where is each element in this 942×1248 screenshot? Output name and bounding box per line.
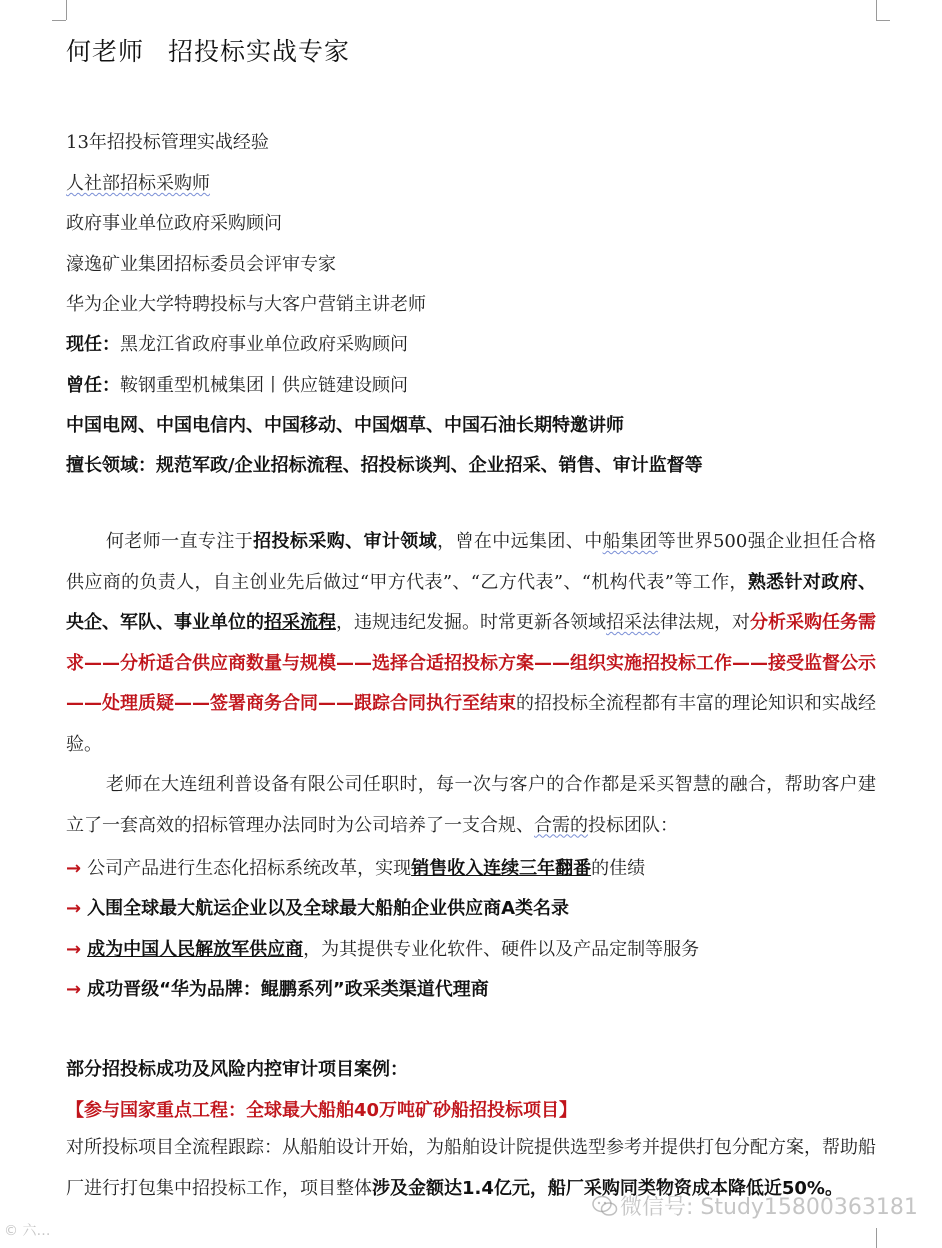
cases-heading: 部分招投标成功及风险内控审计项目案例：	[66, 1059, 408, 1080]
crop-mark	[52, 20, 66, 21]
text-span: 律法规，对	[660, 612, 750, 633]
bold-underline-span: 销售收入连续三年翻番	[411, 858, 592, 879]
text-span: 招采法	[606, 612, 660, 633]
bold-underline-span: 招采流程	[264, 612, 336, 633]
current-text: 黑龙江省政府事业单位政府采购顾问	[120, 334, 408, 355]
text-span: 成功晋级“华为品牌：鲲鹏系列”政采类渠道代理商	[87, 979, 489, 1000]
wechat-watermark: 微信号: Study15800363181	[620, 1195, 918, 1220]
text-span: 船集团	[602, 531, 658, 552]
text-span: 入围全球最大航运企业以及全球最大船舶企业供应商A类名录	[87, 898, 570, 919]
text-span: 何老师一直专注于	[106, 531, 254, 552]
current-label: 现任：	[66, 334, 120, 355]
text-span: 对所投标项目全流程跟踪：从船舶设计开始，为船舶设计院提供选型参考并提供打包分配方案，帮助船厂进行打包集中招投标工作，项目整体	[66, 1137, 876, 1199]
expertise-line: 擅长领域：规范军政/企业招标流程、招投标谈判、企业招采、销售、审计监督等	[66, 455, 703, 476]
text-span: 老师在大连纽利普设备有限公司任职时，每一次与客户的合作都是采买智慧的融合，帮助客户建立了一套高效的招标管理办法同时为公司培养了一支合规、	[66, 774, 876, 836]
bold-underline-span: 成为中国人民解放军供应商	[87, 939, 304, 960]
teacher-tagline: 招投标实战专家	[168, 37, 351, 66]
text-span: ，违规违纪发掘。时常更新各领域	[336, 612, 606, 633]
bold-span: 熟悉针对政府、央企、军队、事业单位的	[66, 571, 877, 633]
former-text: 鞍钢重型机械集团丨供应链建设顾问	[120, 375, 408, 396]
arrow-right-icon: →	[66, 979, 82, 1000]
profile-line: 濠逸矿业集团招标委员会评审专家	[66, 254, 336, 275]
arrow-right-icon: →	[66, 898, 82, 919]
arrow-right-icon: →	[66, 939, 82, 960]
text-span: 等世界500强企业担任合格供应商的负责人，自主创业先后做过“甲方代表”、“乙方代表”、“机构代表”等工作，	[66, 531, 877, 593]
text-span: 的招投标全流程都有丰富的理论知识和实战经验。	[66, 693, 876, 755]
current-position	[66, 330, 408, 356]
profile-line: 华为企业大学特聘投标与大客户营销主讲老师	[66, 294, 426, 315]
achievement-item	[66, 854, 645, 880]
achievement-item	[66, 975, 489, 1001]
bold-span: 招投标采购、审计领域	[253, 531, 438, 552]
corner-logo: © 六…	[4, 1223, 51, 1239]
wechat-icon	[592, 1194, 618, 1218]
intro-paragraph	[66, 522, 876, 765]
text-span: ，曾在中远集团、中	[437, 531, 603, 552]
text-span: 合需的	[534, 814, 588, 836]
former-label: 曾任：	[66, 375, 120, 396]
profile-line: 政府事业单位政府采购顾问	[66, 213, 282, 234]
achievement-item	[66, 935, 699, 961]
crop-mark	[876, 1228, 877, 1248]
former-position	[66, 371, 408, 397]
page-title	[66, 32, 350, 68]
text-span: 公司产品进行生态化招标系统改革，实现	[87, 858, 412, 879]
crop-mark	[66, 0, 67, 20]
project-title: 【参与国家重点工程：全球最大船舶40万吨矿砂船招投标项目】	[66, 1100, 578, 1121]
text-span: 投标团队：	[588, 814, 678, 836]
crop-mark	[876, 0, 877, 20]
text-span: ，为其提供专业化软件、硬件以及产品定制等服务	[303, 939, 700, 960]
arrow-right-icon: →	[66, 858, 82, 879]
lecturer-line: 中国电网、中国电信内、中国移动、中国烟草、中国石油长期特邀讲师	[66, 415, 624, 436]
crop-mark	[876, 20, 890, 21]
teacher-name: 何老师	[66, 37, 145, 66]
profile-line: 13年招投标管理实战经验	[66, 132, 269, 153]
text-span: 的佳绩	[591, 858, 646, 879]
experience-paragraph	[66, 765, 876, 846]
process-flow: 分析采购任务需求——分析适合供应商数量与规模——选择合适招投标方案——组织实施招投标工作——接受监督公示——处理质疑——签署商务合同——跟踪合同执行至结束	[66, 612, 876, 714]
achievement-item	[66, 894, 569, 920]
profile-line: 人社部招标采购师	[66, 173, 210, 194]
bold-span: 涉及金额达1.4亿元，船厂采购同类物资成本降低近50%。	[372, 1177, 843, 1199]
